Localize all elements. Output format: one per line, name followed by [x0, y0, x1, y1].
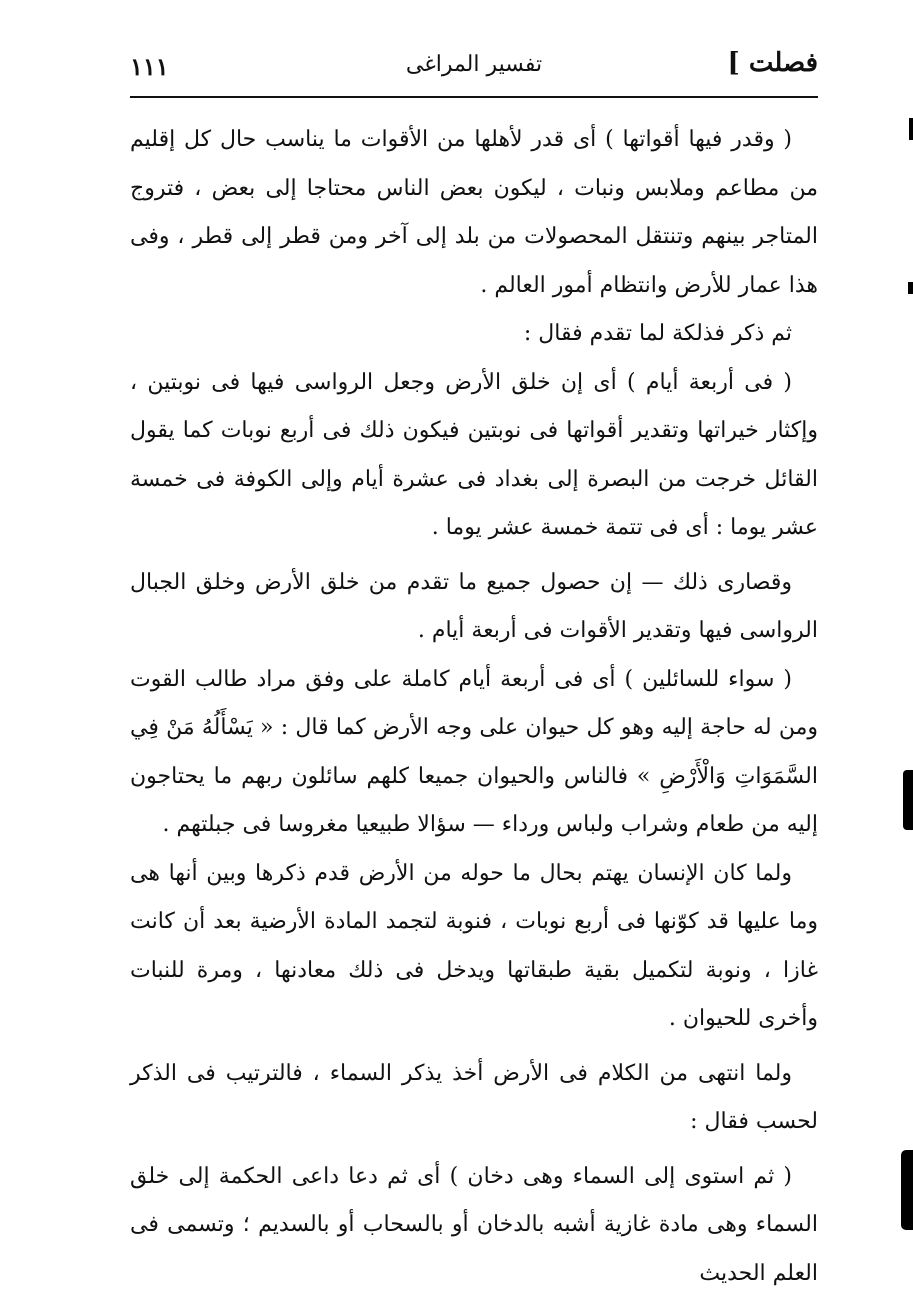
scan-mark [903, 770, 913, 830]
paragraph: ( فى أربعة أيام ) أى إن خلق الأرض وجعل الرواسى فيها فى نوبتين ، وإكثار خيراتها وتقدير أقواتها فى نوبتين فيكون ذلك فى أربع نوبات كما يقول القائل خرجت من البصرة إلى بغداد فى عشرة أيام وإلى الكوفة فى خمسة عشر يوما : أى فى تتمة خمسة عشر يوما . [130, 369, 818, 540]
paragraph: ثم ذكر فذلكة لما تقدم فقال : [523, 321, 792, 346]
paragraph: ولما كان الإنسان يهتم بحال ما حوله من الأرض قدم ذكرها وبين أنها هى وما عليها قد كوّنها فى أربع نوبات ، فنوبة لتجمد المادة الأرضية بعد أن كانت غازا ، ونوبة لتكميل بقية طبقاتها ويدخل فى ذلك معادنها ، ومرة للنبات وأخرى للحيوان . [130, 860, 818, 1031]
running-title: تفسير المراغى [405, 52, 543, 77]
chapter-label: فصلت ] [727, 48, 818, 78]
scan-mark [908, 282, 913, 294]
paragraph: ( وقدر فيها أقواتها ) أى قدر لأهلها من الأقوات ما يناسب حال كل إقليم من مطاعم وملابس ونبات ، ليكون بعض الناس محتاجا إلى بعض ، فتروج المتاجر بينهم وتنتقل المحصولات من بلد إلى آخر ومن قطر إلى قطر ، وفى هذا عمار للأرض وانتظام أمور العالم . [130, 127, 818, 298]
paragraph: ( سواء للسائلين ) أى فى أربعة أيام كاملة على وفق مراد طالب القوت ومن له حاجة إليه وهو كل حيوان على وجه الأرض كما قال : « يَسْأَلُهُ مَنْ فِي السَّمَوَاتِ وَالْأَرْضِ » فالناس والحيوان جميعا كلهم سائلون ربهم ما يحتاجون إليه من طعام وشراب ولباس ورداء — سؤالا طبيعيا مغروسا فى جبلتهم . [130, 666, 818, 837]
page-number: ١١١ [130, 52, 169, 81]
paragraph: ( ثم استوى إلى السماء وهى دخان ) أى ثم دعا داعى الحكمة إلى خلق السماء وهى مادة غازية أشبه بالدخان أو بالسحاب أو بالسديم ؛ وتسمى فى العلم الحديث [130, 1163, 818, 1286]
page-header [130, 44, 818, 94]
page-body [130, 116, 818, 1298]
scan-mark [909, 118, 913, 140]
paragraph: وقصارى ذلك — إن حصول جميع ما تقدم من خلق الأرض وخلق الجبال الرواسى فيها وتقدير الأقوات فى أربعة أيام . [130, 569, 818, 643]
paragraph: ولما انتهى من الكلام فى الأرض أخذ يذكر السماء ، فالترتيب فى الذكر لحسب فقال : [130, 1060, 818, 1134]
scan-mark [901, 1150, 913, 1230]
header-divider [130, 96, 818, 98]
